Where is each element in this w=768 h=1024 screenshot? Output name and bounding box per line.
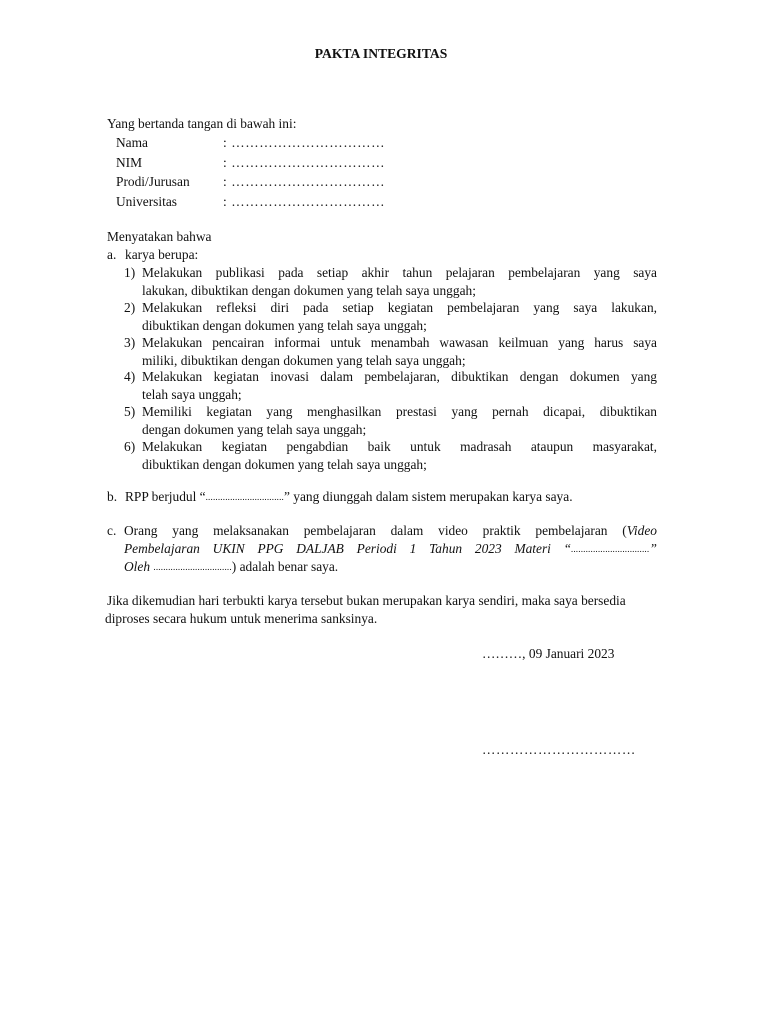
- section-c-line-1: [124, 522, 657, 540]
- section-c-line-2-italic: Pembelajaran UKIN PPG DALJAB Periodi 1 Tahun 2023 Materi “: [124, 541, 572, 556]
- field-value-prodi: : ……………………………: [223, 174, 386, 189]
- section-c-text: [124, 522, 657, 576]
- list-item-number: 6): [124, 439, 136, 454]
- section-b-marker: b.: [107, 489, 118, 504]
- section-c-materi-blank: ................................: [571, 544, 650, 554]
- signature-line: ……………………………: [482, 742, 636, 757]
- section-c-line-3-italic: Oleh: [124, 559, 154, 574]
- intro-text: Yang bertanda tangan di bawah ini:: [107, 116, 297, 131]
- section-a-lead: karya berupa:: [125, 247, 199, 262]
- section-b-text: [125, 488, 573, 506]
- section-c-marker: c.: [107, 523, 117, 538]
- closing-line-1: Jika dikemudian hari terbukti karya tersebut bukan merupakan karya sendiri, maka saya bersedia: [107, 593, 626, 608]
- field-value-universitas: : ……………………………: [223, 194, 386, 209]
- list-item: [124, 299, 657, 335]
- section-c-line-2: [124, 540, 657, 558]
- list-item-line: miliki, dibuktikan dengan dokumen yang telah saya unggah;: [142, 353, 466, 368]
- section-b-suffix: ” yang diunggah dalam sistem merupakan karya saya.: [284, 489, 573, 504]
- section-b-prefix: RPP berjudul “: [125, 489, 206, 504]
- field-value-nama: : ……………………………: [223, 135, 386, 150]
- field-label-universitas: Universitas: [116, 194, 177, 209]
- section-c-line-3-text: ) adalah benar saya.: [231, 559, 339, 574]
- list-item-line: Memiliki kegiatan yang menghasilkan prestasi yang pernah dicapai, dibuktikan: [142, 404, 657, 419]
- list-item: [124, 438, 657, 474]
- list-item-line: dibuktikan dengan dokumen yang telah saya unggah;: [142, 318, 427, 333]
- document-title: PAKTA INTEGRITAS: [314, 46, 448, 61]
- section-c-line-1-italic: Video: [626, 523, 657, 538]
- list-item-number: 3): [124, 335, 136, 350]
- list-item-line: dengan dokumen yang telah saya unggah;: [142, 422, 367, 437]
- list-item-line: Melakukan refleksi diri pada setiap kegiatan pembelajaran yang saya lakukan,: [142, 300, 657, 315]
- list-item-number: 1): [124, 265, 136, 280]
- field-label-nim: NIM: [116, 155, 143, 170]
- section-c-line-3: [124, 558, 657, 576]
- list-item-line: telah saya unggah;: [142, 387, 242, 402]
- list-item-number: 5): [124, 404, 136, 419]
- list-item-number: 2): [124, 300, 136, 315]
- list-item-number: 4): [124, 369, 136, 384]
- field-value-nim: : ……………………………: [223, 155, 386, 170]
- section-c-line-1-text: Orang yang melaksanakan pembelajaran dalam video praktik pembelajaran (: [124, 523, 627, 538]
- list-item-line: dibuktikan dengan dokumen yang telah saya unggah;: [142, 457, 427, 472]
- section-b-blank: ................................: [205, 492, 284, 502]
- date-line: ………, 09 Januari 2023: [482, 646, 615, 661]
- section-c-line-2-close: ”: [649, 541, 657, 556]
- list-item: [124, 368, 657, 404]
- statement-text: Menyatakan bahwa: [107, 229, 212, 244]
- list-item-line: Melakukan kegiatan inovasi dalam pembelajaran, dibuktikan dengan dokumen yang: [142, 369, 657, 384]
- field-label-prodi: Prodi/Jurusan: [116, 174, 190, 189]
- field-label-nama: Nama: [116, 135, 148, 150]
- list-item: [124, 403, 657, 439]
- section-a-marker: a.: [107, 247, 117, 262]
- list-item: [124, 334, 657, 370]
- list-item: [124, 264, 657, 300]
- list-item-line: lakukan, dibuktikan dengan dokumen yang telah saya unggah;: [142, 283, 476, 298]
- list-item-line: Melakukan pencairan informai untuk menambah wawasan keilmuan yang harus saya: [142, 335, 657, 350]
- list-item-line: Melakukan publikasi pada setiap akhir tahun pelajaran pembelajaran yang saya: [142, 265, 657, 280]
- closing-line-2: diproses secara hukum untuk menerima sanksinya.: [105, 611, 378, 626]
- list-item-line: Melakukan kegiatan pengabdian baik untuk madrasah ataupun masyarakat,: [142, 439, 657, 454]
- section-c-oleh-blank: ................................: [153, 562, 232, 572]
